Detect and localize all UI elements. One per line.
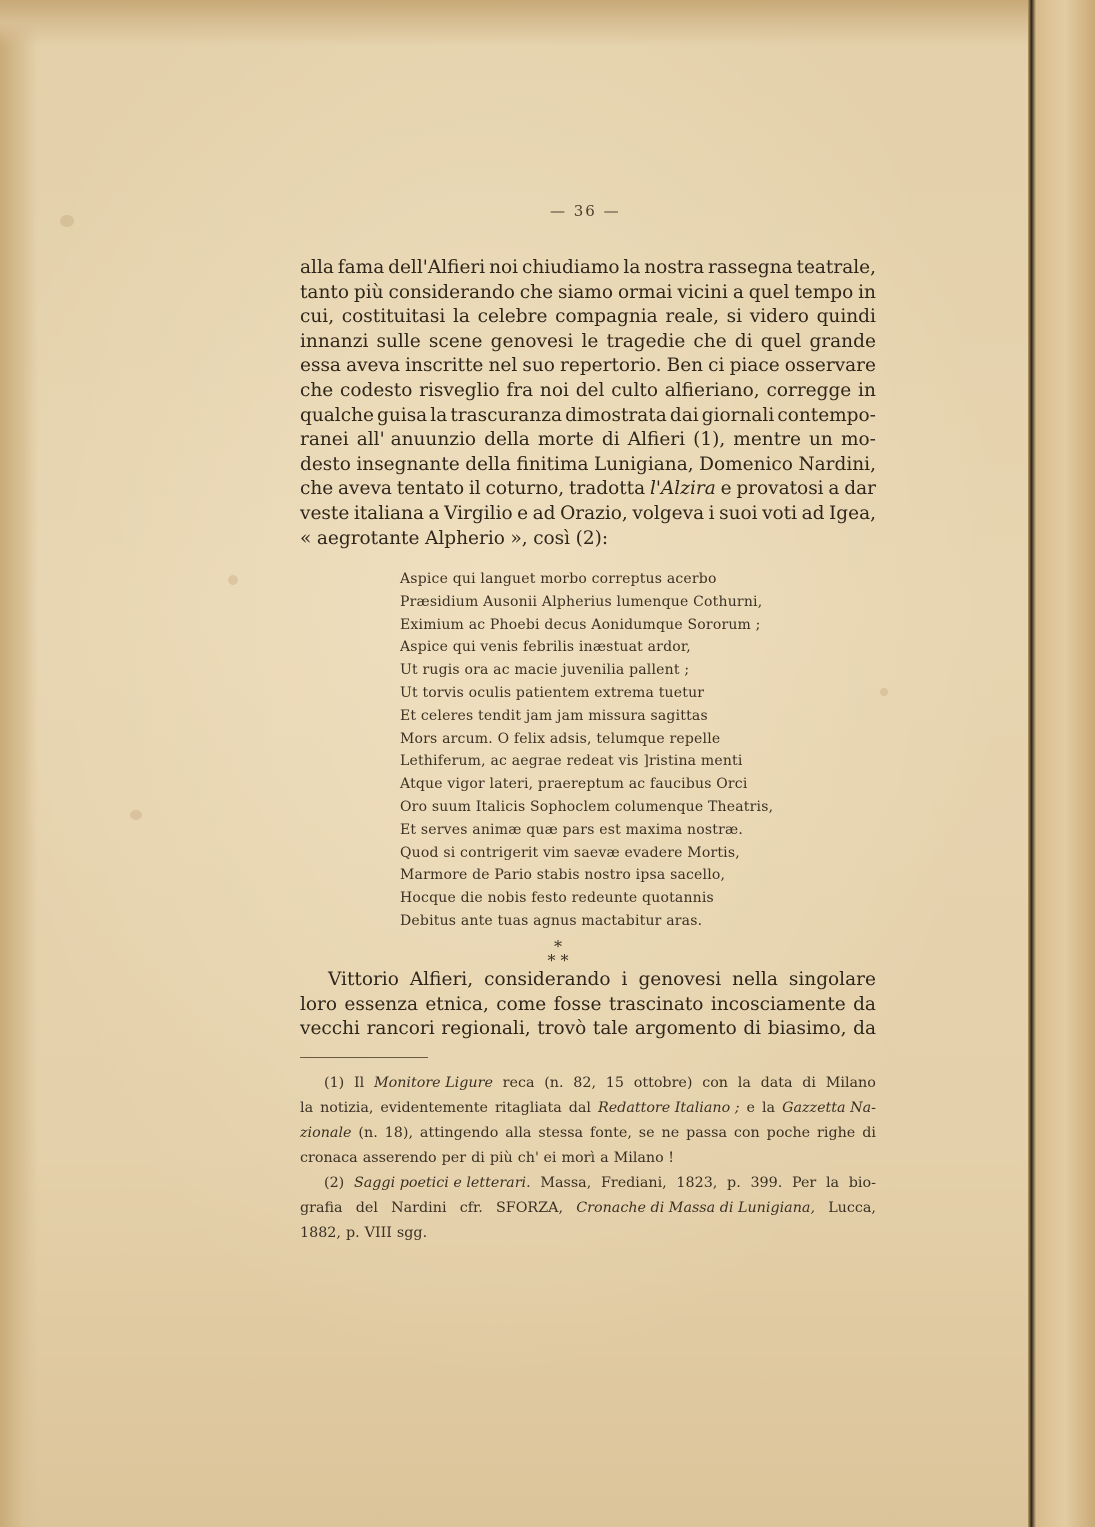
paragraph-1-word: della	[484, 429, 530, 451]
footnote-rule	[300, 1057, 428, 1058]
paragraph-1-word: di	[601, 429, 620, 451]
paragraph-1-word: genovesi	[490, 330, 574, 352]
paragraph-2-word: da	[853, 993, 876, 1015]
paragraph-2-word: Vittorio	[328, 969, 399, 990]
paragraph-1-line	[300, 330, 876, 355]
footnote-line	[300, 1196, 876, 1221]
paragraph-1-word: la	[430, 404, 448, 426]
paragraph-1-word: inscritte	[405, 355, 484, 377]
paragraph-1-word: Ben	[666, 355, 704, 377]
paragraph-1-word: piace	[729, 355, 780, 377]
paragraph-2-word: genovesi	[638, 969, 722, 990]
paragraph-1-word: i	[708, 502, 715, 524]
footnote-word: Saggi poetici e letterari.	[353, 1175, 531, 1191]
paragraph-1-word: reale,	[665, 306, 719, 328]
paragraph-1-word: celebre	[477, 306, 548, 328]
latin-poem	[400, 568, 820, 933]
page-number: — 36 —	[550, 202, 621, 220]
paragraph-1-word: »,	[510, 527, 528, 549]
paragraph-1-word: le	[581, 330, 599, 352]
paragraph-2-line	[300, 968, 876, 993]
paragraph-1-word: a	[828, 478, 840, 500]
paragraph-1-word: Igea,	[828, 502, 876, 524]
paragraph-1-word: la	[623, 257, 641, 278]
paragraph-1-word: Alfieri	[627, 429, 686, 451]
footnote-line	[300, 1171, 876, 1196]
paragraph-1-word: rassegna	[708, 257, 793, 278]
footnote-line	[300, 1121, 876, 1146]
paragraph-1-word: finitima	[516, 453, 589, 475]
poem-verse: Atque vigor lateri, praereptum ac faucibus Orci	[400, 776, 748, 793]
footnote-word: la	[825, 1175, 840, 1191]
footnote-word: alla	[505, 1125, 532, 1141]
footnote-word: più	[489, 1150, 513, 1166]
paragraph-1-word: videro	[749, 306, 809, 328]
footnote-word: Frediani,	[600, 1175, 667, 1191]
paragraph-1-word: nostra	[644, 257, 705, 278]
paragraph-1-word: guisa	[377, 404, 428, 426]
paragraph-1-word: Nardini,	[798, 453, 876, 475]
poem-verse: Aspice qui languet morbo correptus acerbo	[400, 571, 717, 587]
paragraph-1-word: (1),	[693, 429, 726, 451]
paragraph-1-word: tentato	[396, 478, 465, 500]
paragraph-1-word: di	[734, 330, 753, 352]
footnote-line	[300, 1146, 876, 1171]
paragraph-1-word: dimostrata	[565, 404, 667, 426]
footnote-word: fonte,	[590, 1125, 632, 1141]
paper-stain	[880, 688, 888, 696]
paragraph-1-word: suoi	[719, 502, 758, 524]
paragraph-1-line	[300, 354, 876, 379]
footnote-word: Cronache di Massa di Lunigiana,	[576, 1200, 815, 1216]
poem-verse: Ut rugis ora ac macie juvenilia pallent ;	[400, 662, 690, 679]
paragraph-1-word: chiudiamo	[521, 257, 620, 278]
paragraph-1-line	[300, 281, 876, 306]
footnote-word: attingendo	[419, 1125, 499, 1141]
paragraph-1-word: contempo-	[777, 404, 876, 426]
footnote-word: ottobre)	[633, 1075, 693, 1091]
poem-verse: Et serves animæ quæ pars est maxima nostræ.	[400, 821, 744, 838]
paragraph-2-word: essenza	[344, 993, 418, 1015]
paragraph-1-word: codesto	[340, 379, 413, 401]
paragraph-2-line	[300, 1017, 876, 1042]
footnote-word: Redattore Italiano ;	[597, 1100, 740, 1116]
footnote-word: Per	[791, 1175, 817, 1191]
paragraph-1-word: ranei	[300, 429, 349, 451]
footnote-word: Nardini	[391, 1200, 447, 1216]
paragraph-1-word: Virgilio	[444, 502, 513, 524]
paragraph-1-word: della	[465, 453, 511, 475]
footnote-word: (n.	[544, 1075, 564, 1091]
paragraph-1-word: così	[533, 527, 571, 549]
paragraph-1-word: (2):	[575, 527, 609, 549]
paper-stain	[130, 810, 142, 820]
footnote-word: 15	[605, 1075, 624, 1091]
paragraph-1-word: noi	[489, 257, 519, 278]
paragraph-1-word: a	[732, 281, 744, 303]
paragraph-2-word: argomento	[634, 1018, 737, 1040]
paragraph-1-word: osservare	[784, 355, 876, 377]
footnote-word: di	[802, 1075, 817, 1091]
paragraph-1-word: dai	[669, 404, 699, 426]
paragraph-1-word: tradotta	[568, 478, 646, 500]
paragraph-1-word: corregge	[766, 379, 852, 401]
footnote-word: Lucca,	[828, 1200, 876, 1216]
poem-verse: Hocque die nobis festo redeunte quotannis	[400, 890, 714, 907]
poem-verse: Oro suum Italicis Sophoclem columenque Theatris,	[400, 798, 774, 815]
paragraph-2-word: vecchi	[300, 1018, 360, 1040]
paragraph-1-word: alfieriano,	[664, 379, 760, 401]
paragraph-1-word: Lunigiana,	[593, 453, 694, 475]
footnote-word: 18),	[384, 1125, 413, 1141]
paper-stain	[228, 575, 238, 585]
paragraph-2-line	[300, 993, 876, 1018]
footnote-word: poche	[766, 1125, 811, 1141]
footnote-word: di	[471, 1150, 485, 1166]
paragraph-1-word: quel	[748, 281, 790, 303]
footnote-word: per	[441, 1150, 467, 1166]
paragraph-1	[300, 256, 876, 551]
paragraph-2-word: i	[621, 969, 628, 990]
paragraph-1-word: giornali	[701, 404, 775, 426]
footnote-word: SFORZA,	[496, 1200, 564, 1216]
paragraph-1-word: e	[517, 502, 529, 524]
paragraph-1-word: siamo	[557, 281, 614, 303]
paragraph-1-word: suo	[522, 355, 555, 377]
paragraph-1-word: che	[519, 281, 554, 303]
footnote-word: Milano !	[613, 1150, 675, 1166]
footnote-word: 1823,	[676, 1175, 718, 1191]
paragraph-1-word: fra	[506, 379, 534, 401]
footnote-word: p.	[727, 1175, 741, 1191]
paragraph-2-word: Alfieri,	[409, 969, 474, 990]
paragraph-2-word: da	[853, 1018, 876, 1040]
paragraph-1-word: risveglio	[419, 379, 500, 401]
paragraph-2	[300, 968, 876, 1042]
footnote-word: Massa,	[540, 1175, 592, 1191]
paragraph-1-word: mo-	[840, 429, 876, 451]
paragraph-1-word: aveva	[338, 478, 392, 500]
footnote-word: ch' ei	[517, 1150, 557, 1166]
paragraph-1-word: ad	[532, 502, 556, 524]
paragraph-1-word: aveva	[346, 355, 400, 377]
paragraph-1-word: culto	[611, 379, 658, 401]
footnote-word: passa	[686, 1125, 727, 1141]
footnote-word: morì	[561, 1150, 596, 1166]
poem-verse: Ut torvis oculis patientem extrema tuetur	[400, 684, 705, 701]
footnote-word: del	[355, 1200, 378, 1216]
paragraph-1-word: noi	[539, 379, 569, 401]
paragraph-1-word: costituitasi	[341, 306, 446, 328]
paragraph-1-line	[300, 256, 876, 281]
paragraph-2-word: come	[496, 993, 547, 1015]
paragraph-1-word: considerando	[388, 281, 515, 303]
footnote-line	[300, 1071, 876, 1096]
paragraph-1-word: tempo	[794, 281, 854, 303]
paragraph-1-word: nel	[488, 355, 518, 377]
poem-verse: Mors arcum. O felix adsis, telumque repelle	[400, 730, 721, 747]
footnote-line	[300, 1221, 876, 1246]
footnote-word: la	[737, 1075, 751, 1091]
paragraph-1-line	[300, 379, 876, 404]
paragraph-1-word: provatosi	[736, 478, 824, 500]
paragraph-1-word: in	[858, 379, 876, 401]
paragraph-2-word: trovò	[537, 1018, 587, 1040]
footnotes	[300, 1071, 876, 1246]
paragraph-1-word: la	[452, 306, 470, 328]
paragraph-1-word: sulle	[376, 330, 421, 352]
paragraph-2-word: rancori	[366, 1018, 435, 1040]
footnote-word: VIII	[364, 1225, 392, 1241]
paragraph-1-word: aegrotante	[316, 527, 420, 549]
paragraph-1-word: all' anuunzio	[356, 429, 477, 451]
footnote-word: p.	[345, 1225, 360, 1241]
paragraph-1-word: tragedie	[606, 330, 686, 352]
footnote-word: Gazzetta Na-	[782, 1100, 876, 1116]
paragraph-1-line	[300, 453, 876, 478]
footnote-word: evidentemente	[380, 1100, 488, 1116]
footnote-word: Monitore Ligure	[373, 1075, 493, 1091]
footnote-word: sgg.	[396, 1225, 428, 1241]
poem-verse: Debitus ante tuas agnus mactabitur aras.	[400, 912, 703, 929]
paragraph-1-word: morte	[537, 429, 594, 451]
paragraph-2-word: biasimo,	[767, 1018, 847, 1040]
paragraph-1-word: ci	[708, 355, 725, 377]
footnote-word: la	[761, 1100, 776, 1116]
paragraph-1-line	[300, 502, 876, 527]
paragraph-1-word: ad	[801, 502, 825, 524]
paragraph-1-line	[300, 477, 876, 502]
paragraph-1-word: qualche	[300, 404, 374, 426]
page-left-edge	[0, 0, 38, 1527]
paragraph-1-word: essa	[300, 355, 341, 377]
paragraph-1-word: quindi	[816, 306, 876, 328]
paragraph-1-word: mentre	[733, 429, 801, 451]
footnote-word: 82,	[573, 1075, 597, 1091]
paragraph-1-word: il	[468, 478, 481, 500]
paragraph-1-word: voti	[762, 502, 798, 524]
paragraph-2-word: etnica,	[425, 993, 489, 1015]
footnote-word: asserendo	[362, 1150, 437, 1166]
paragraph-1-word: coturno,	[485, 478, 565, 500]
footnote-word: e	[746, 1100, 755, 1116]
paragraph-1-word: volgeva	[632, 502, 705, 524]
paragraph-1-word: Alpherio	[425, 527, 505, 549]
paragraph-1-word: si	[726, 306, 743, 328]
paragraph-1-word: a	[428, 502, 440, 524]
paragraph-1-word: tanto	[300, 281, 349, 303]
paragraph-1-word: desto	[300, 453, 351, 475]
poem-verse: Quod si contrigerit vim saevæ evadere Mortis,	[400, 844, 740, 861]
footnote-word: data	[760, 1075, 793, 1091]
footnote-word: Il	[354, 1075, 365, 1091]
paragraph-1-word: scene	[428, 330, 483, 352]
paragraph-1-word: Orazio,	[560, 502, 628, 524]
footnote-word: 1882,	[300, 1225, 341, 1241]
paragraph-2-word: trascinato	[608, 993, 704, 1015]
footnote-word: cronaca	[300, 1150, 358, 1166]
footnote-line	[300, 1096, 876, 1121]
footnote-word: Milano	[825, 1075, 876, 1091]
paper-stain	[60, 215, 74, 227]
paragraph-1-word: cui,	[300, 306, 335, 328]
paragraph-1-line	[300, 527, 876, 552]
paragraph-1-word: l'Alzira	[649, 478, 716, 500]
paragraph-1-word: repertorio.	[560, 355, 662, 377]
footnote-word: bio-	[848, 1175, 876, 1191]
paragraph-1-word: trascuranza	[450, 404, 562, 426]
poem-verse: Et celeres tendit jam jam missura sagittas	[400, 707, 708, 724]
paragraph-2-word: di	[743, 1018, 762, 1040]
footnote-word: notizia,	[320, 1100, 374, 1116]
footnote-word: (n.	[358, 1125, 378, 1141]
paragraph-2-word: loro	[300, 993, 338, 1015]
page-fold	[1028, 0, 1095, 1527]
paragraph-1-word: del	[575, 379, 605, 401]
poem-verse: Lethiferum, ac aegrae redeat vis ]ristina menti	[400, 753, 743, 770]
paragraph-2-word: regionali,	[441, 1018, 531, 1040]
paragraph-1-word: che	[300, 478, 334, 500]
paragraph-1-word: «	[300, 527, 312, 549]
poem-verse: Aspice qui venis febrilis inæstuat ardor,	[400, 639, 691, 656]
footnote-word: 399.	[750, 1175, 783, 1191]
footnote-word: zionale	[300, 1125, 352, 1141]
paragraph-1-word: vicini	[677, 281, 728, 303]
paragraph-1-word: fama	[337, 257, 385, 278]
footnote-word: dal	[568, 1100, 591, 1116]
paragraph-2-word: considerando	[484, 969, 611, 990]
footnote-word: con	[733, 1125, 760, 1141]
footnote-word: cfr.	[459, 1200, 483, 1216]
paragraph-1-word: ormai	[618, 281, 673, 303]
poem-verse: Eximium ac Phoebi decus Aonidumque Sororum ;	[400, 616, 761, 633]
page-top-edge	[0, 0, 1095, 46]
footnote-word: con	[702, 1075, 729, 1091]
paragraph-1-word: più	[353, 281, 384, 303]
paragraph-1-word: italiana	[353, 502, 425, 524]
paragraph-1-word: dell'Alfieri	[388, 257, 486, 278]
paragraph-1-word: grande	[809, 330, 876, 352]
paragraph-1-word: che	[693, 330, 727, 352]
paragraph-1-word: veste	[300, 502, 350, 524]
paragraph-2-word: nella	[732, 969, 778, 990]
asterism-divider	[538, 937, 578, 970]
paragraph-1-word: quel	[760, 330, 802, 352]
footnote-word: (2)	[324, 1175, 345, 1191]
paragraph-1-word: alla	[300, 257, 334, 278]
paragraph-1-word: Domenico	[699, 453, 793, 475]
paragraph-1-word: innanzi	[300, 330, 369, 352]
paragraph-1-word: e	[720, 478, 732, 500]
footnote-word: (1)	[324, 1075, 345, 1091]
footnote-word: grafia	[300, 1200, 343, 1216]
paragraph-1-line	[300, 428, 876, 453]
asterism-bottom: * *	[547, 951, 569, 970]
footnote-word: ritagliata	[494, 1100, 562, 1116]
footnote-word: reca	[502, 1075, 535, 1091]
asterism-top: *	[554, 937, 562, 956]
footnote-word: stessa	[538, 1125, 584, 1141]
poem-verse: Præsidium Ausonii Alpherius lumenque Cothurni,	[400, 593, 763, 610]
paragraph-1-word: dar	[844, 478, 876, 500]
paragraph-2-word: singolare	[788, 969, 876, 990]
paragraph-1-line	[300, 305, 876, 330]
paragraph-1-word: insegnante	[356, 453, 460, 475]
footnote-word: la	[300, 1100, 314, 1116]
poem-verse: Marmore de Pario stabis nostro ipsa sacello,	[400, 867, 726, 884]
footnote-word: ne	[661, 1125, 680, 1141]
paragraph-2-word: tale	[592, 1018, 629, 1040]
footnote-word: righe	[817, 1125, 856, 1141]
paragraph-1-word: teatrale,	[796, 257, 876, 278]
paragraph-2-word: incosciamente	[710, 993, 846, 1015]
paragraph-1-word: compagnia	[555, 306, 658, 328]
footnote-word: di	[862, 1125, 876, 1141]
paragraph-1-word: in	[858, 281, 876, 303]
footnote-word: a	[600, 1150, 609, 1166]
paragraph-2-word: fosse	[553, 993, 602, 1015]
footnote-word: se	[638, 1125, 655, 1141]
paragraph-1-line	[300, 404, 876, 429]
paragraph-1-word: che	[300, 379, 334, 401]
paragraph-1-word: un	[809, 429, 833, 451]
